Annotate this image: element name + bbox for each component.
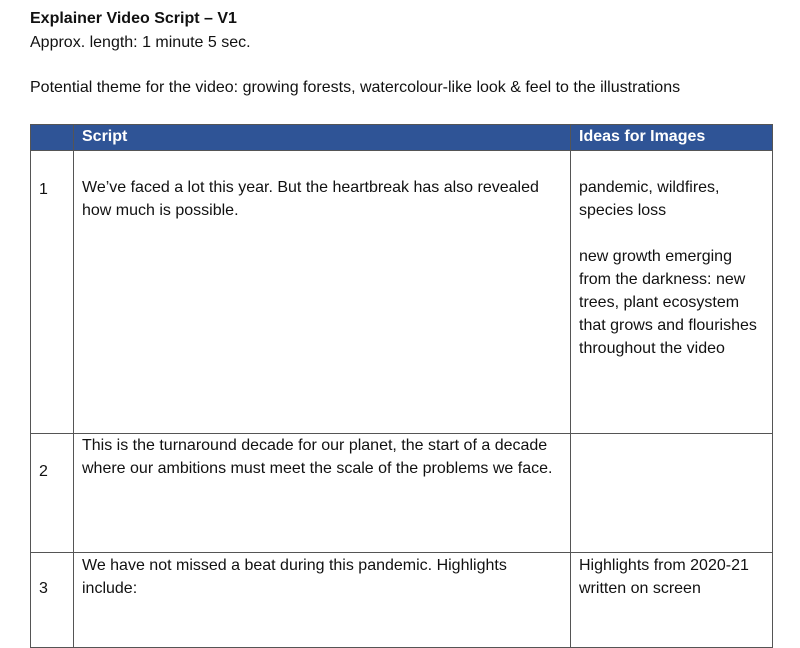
image-ideas	[571, 553, 773, 648]
image-ideas	[571, 151, 773, 434]
image-ideas	[571, 434, 773, 553]
header-script: Script	[74, 125, 571, 151]
image-idea: Highlights from 2020-21 written on screen	[579, 557, 749, 597]
video-theme: Potential theme for the video: growing forests, watercolour-like look & feel to the illustrations	[30, 79, 681, 96]
header-ideas: Ideas for Images	[571, 125, 773, 151]
table-row	[31, 553, 773, 648]
row-number: 1	[31, 151, 74, 434]
table-row	[31, 434, 773, 553]
script-text: This is the turnaround decade for our planet, the start of a decade where our ambitions must meet the scale of the problems we face.	[74, 434, 571, 553]
script-text: We’ve faced a lot this year. But the heartbreak has also revealed how much is possible.	[74, 151, 571, 434]
row-number: 3	[31, 553, 74, 648]
script-table	[30, 124, 773, 648]
image-idea: new growth emerging from the darkness: new trees, plant ecosystem that grows and flourishes throughout the video	[579, 248, 757, 357]
table-row	[31, 151, 773, 434]
image-idea: pandemic, wildfires, species loss	[579, 179, 720, 219]
script-text: We have not missed a beat during this pandemic. Highlights include:	[74, 553, 571, 648]
header-number	[31, 125, 74, 151]
table-header-row	[31, 125, 773, 151]
video-length: Approx. length: 1 minute 5 sec.	[30, 34, 251, 51]
document-title: Explainer Video Script – V1	[30, 10, 237, 27]
row-number: 2	[31, 434, 74, 553]
